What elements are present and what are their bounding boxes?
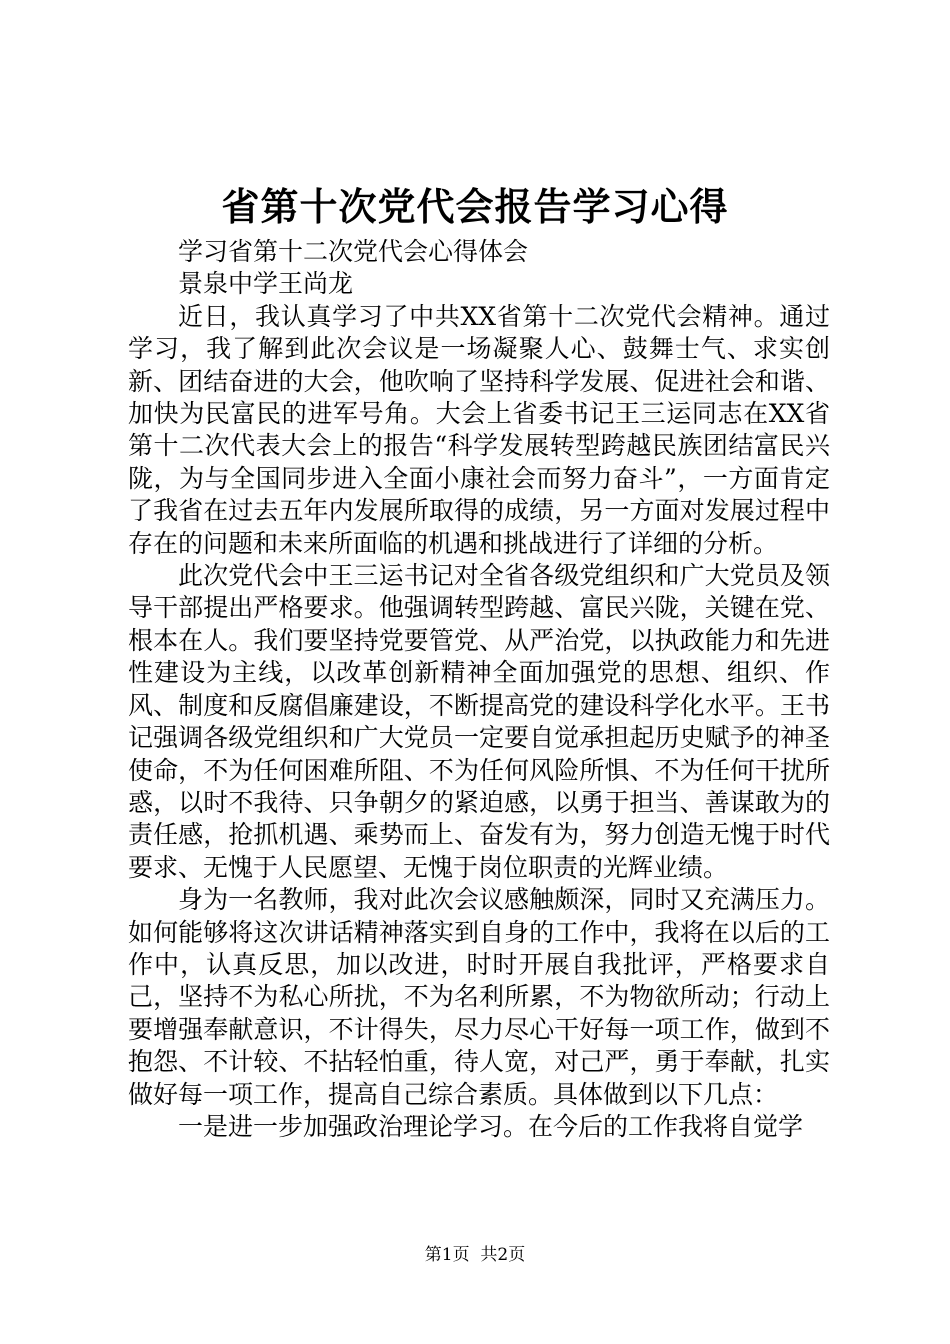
body-paragraph: 身为一名教师，我对此次会议感触颇深，同时又充满压力。如何能够将这次讲话精神落实到自身的工作中，我将在以后的工作中，认真反思，加以改进，时时开展自我批评，严格要求自己，坚持不为私心所扰，不为名利所累，不为物欲所动；行动上要增强奉献意识，不计得失，尽力尽心干好每一项工作，做到不抱怨、不计较、不拈轻怕重，待人宽，对己严，勇于奉献，扎实做好每一项工作，提高自己综合素质。具体做到以下几点： — [128, 885, 830, 1109]
body-paragraph: 此次党代会中王三运书记对全省各级党组织和广大党员及领导干部提出严格要求。他强调转型跨越、富民兴陇，关键在党、根本在人。我们要坚持党要管党、从严治党，以执政能力和先进性建设为主线，以改革创新精神全面加强党的思想、组织、作风、制度和反腐倡廉建设，不断提高党的建设科学化水平。王书记强调各级党组织和广大党员一定要自觉承担起历史赋予的神圣使命，不为任何困难所阻、不为任何风险所惧、不为任何干扰所惑，以时不我待、只争朝夕的紧迫感，以勇于担当、善谋敢为的责任感，抢抓机遇、乘势而上、奋发有为，努力创造无愧于时代要求、无愧于人民愿望、无愧于岗位职责的光辉业绩。 — [128, 561, 830, 882]
page-footer — [0, 1243, 950, 1267]
page-total: 共2页 — [480, 1245, 526, 1265]
subtitle-paragraph: 学习省第十二次党代会心得体会 — [178, 237, 529, 266]
page-number: 第1页 — [424, 1245, 470, 1265]
document-title: 省第十次党代会报告学习心得 — [221, 184, 729, 229]
document-body — [128, 236, 830, 1143]
footer-separator — [470, 1245, 481, 1265]
body-paragraph: 近日，我认真学习了中共XX省第十二次党代会精神。通过学习，我了解到此次会议是一场凝聚人心、鼓舞士气、求实创新、团结奋进的大会，他吹响了坚持科学发展、促进社会和谐、加快为民富民的进军号角。大会上省委书记王三运同志在XX省第十二次代表大会上的报告“科学发展转型跨越民族团结富民兴陇，为与全国同步进入全面小康社会而努力奋斗”，一方面肯定了我省在过去五年内发展所取得的成绩，另一方面对发展过程中存在的问题和未来所面临的机遇和挑战进行了详细的分析。 — [128, 301, 830, 558]
author-paragraph: 景泉中学王尚龙 — [178, 269, 354, 299]
body-paragraph: 一是进一步加强政治理论学习。在今后的工作我将自觉学 — [178, 1111, 804, 1141]
